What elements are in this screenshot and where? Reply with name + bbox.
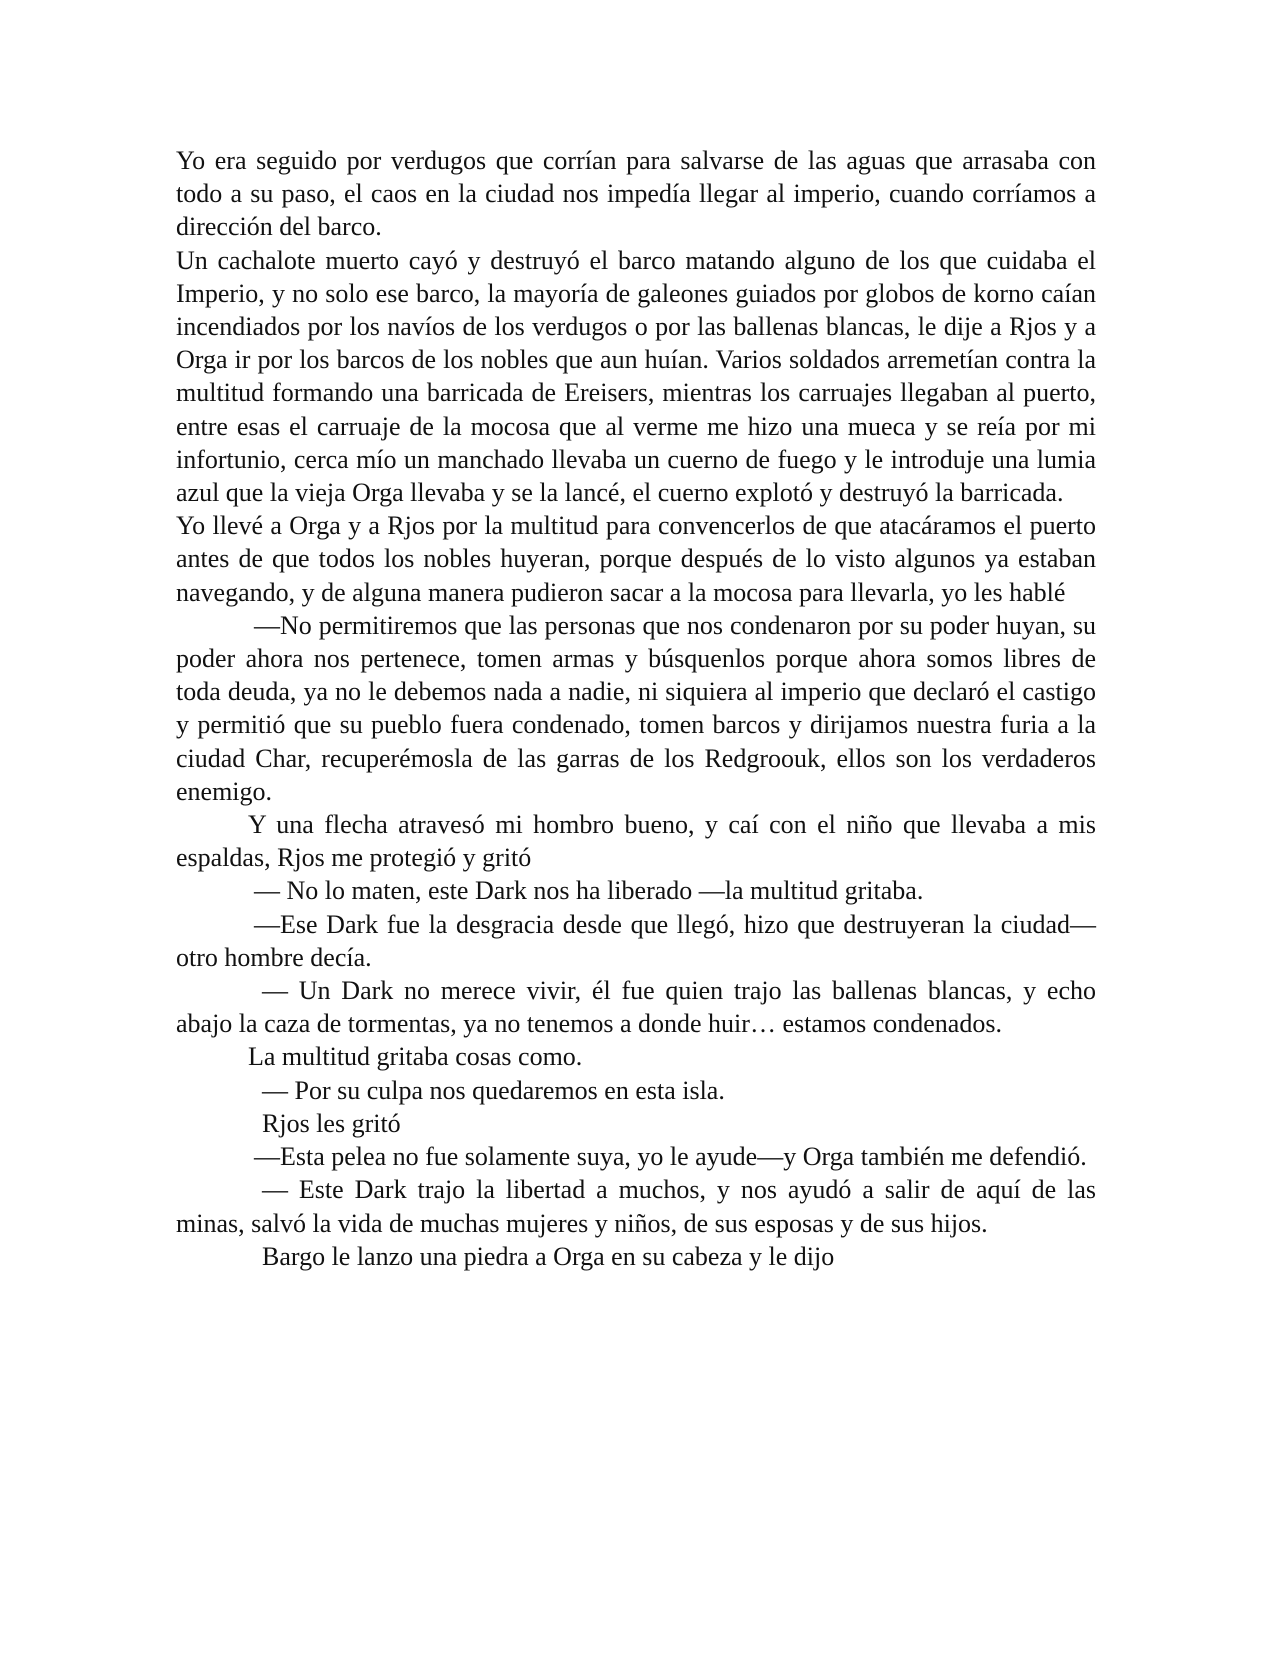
paragraph-13: — Este Dark trajo la libertad a muchos, y nos ayudó a salir de aquí de las minas, salvó la vida de muchas mujeres y niños, de sus esposas y de sus hijos. [176,1175,1096,1238]
paragraph-11: Rjos les gritó [262,1108,401,1138]
document-page [176,144,1096,1273]
paragraph-2: Un cachalote muerto cayó y destruyó el barco matando alguno de los que cuidaba el Imperio, y no solo ese barco, la mayoría de galeones guiados por globos de korno caían incendiados por los navíos de los verdugos o por las ballenas blancas, le dije a Rjos y a Orga ir por los barcos de los nobles que aun huían. Varios soldados arremetían contra la multitud formando una barricada de Ereisers, mientras los carruajes llegaban al puerto, entre esas el carruaje de la mocosa que al verme me hizo una mueca y se reía por mi infortunio, cerca mío un manchado llevaba un cuerno de fuego y le introduje una lumia azul que la vieja Orga llevaba y se la lancé, el cuerno explotó y destruyó la barricada. [176,245,1096,508]
paragraph-6: — No lo maten, este Dark nos ha liberado —la multitud gritaba. [254,876,924,906]
paragraph-4: —No permitiremos que las personas que nos condenaron por su poder huyan, su poder ahora nos pertenece, tomen armas y búsquenlos porque ahora somos libres de toda deuda, ya no le debemos nada a nadie, ni siquiera al imperio que declaró el castigo y permitió que su pueblo fuera condenado, tomen barcos y dirijamos nuestra furia a la ciudad Char, recuperémosla de las garras de los Redgroouk, ellos son los verdaderos enemigo. [176,610,1096,806]
paragraph-9: La multitud gritaba cosas como. [248,1042,583,1072]
paragraph-3: Yo llevé a Orga y a Rjos por la multitud para convencerlos de que atacáramos el puerto antes de que todos los nobles huyeran, porque después de lo visto algunos ya estaban navegando, y de alguna manera pudieron sacar a la mocosa para llevarla, yo les hablé [176,511,1096,607]
paragraph-8: — Un Dark no merece vivir, él fue quien trajo las ballenas blancas, y echo abajo la caza de tormentas, ya no tenemos a donde huir… estamos condenados. [176,976,1096,1039]
paragraph-14: Bargo le lanzo una piedra a Orga en su cabeza y le dijo [262,1241,835,1271]
paragraph-7: —Ese Dark fue la desgracia desde que llegó, hizo que destruyeran la ciudad—otro hombre decía. [176,909,1096,972]
paragraph-12: —Esta pelea no fue solamente suya, yo le ayude—y Orga también me defendió. [254,1142,1087,1172]
paragraph-1: Yo era seguido por verdugos que corrían para salvarse de las aguas que arrasaba con todo a su paso, el caos en la ciudad nos impedía llegar al imperio, cuando corríamos a dirección del barco. [176,146,1096,242]
paragraph-5: Y una flecha atravesó mi hombro bueno, y caí con el niño que llevaba a mis espaldas, Rjos me protegió y gritó [176,810,1096,873]
paragraph-10: — Por su culpa nos quedaremos en esta isla. [262,1075,725,1105]
